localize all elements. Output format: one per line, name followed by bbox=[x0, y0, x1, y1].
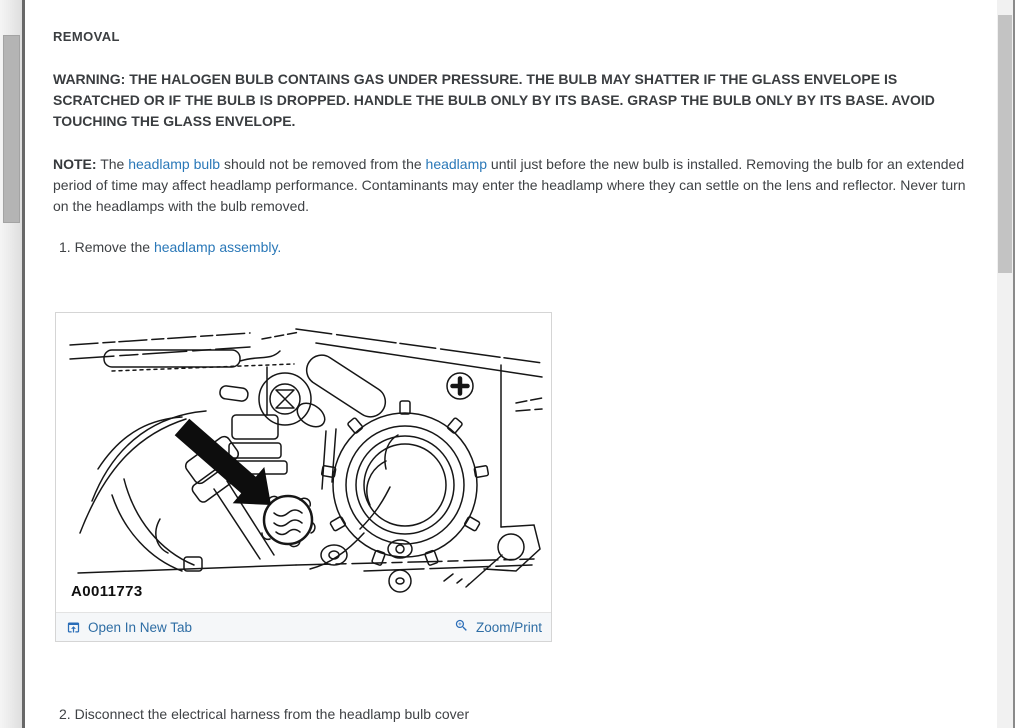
pointer-arrow bbox=[175, 419, 271, 505]
right-scrollbar-thumb[interactable] bbox=[998, 15, 1012, 273]
headlamp-assembly-link[interactable]: headlamp assembly. bbox=[153, 239, 282, 255]
open-in-new-tab-icon bbox=[66, 620, 81, 635]
note-paragraph bbox=[53, 154, 983, 217]
step-item-1 bbox=[53, 237, 964, 258]
zoom-print-button[interactable] bbox=[454, 620, 542, 635]
step-text: Disconnect the electrical harness from the headlamp bulb cover bbox=[70, 706, 470, 722]
open-in-new-tab-label: Open In New Tab bbox=[88, 619, 193, 635]
figure-panel bbox=[55, 312, 552, 642]
step-text: Remove the bbox=[70, 239, 154, 255]
figure-image bbox=[56, 313, 551, 612]
step-item-2 bbox=[53, 704, 964, 725]
note-text: The bbox=[96, 156, 129, 172]
warning-text: WARNING: THE HALOGEN BULB CONTAINS GAS UNDER PRESSURE. THE BULB MAY SHATTER IF THE GLASS ENVELOPE IS SCRATCHED OR IF THE BULB IS DROPPED. HANDLE THE BULB ONLY BY ITS BASE. GRASP THE BULB ONLY BY ITS BASE. AVOID TOUCHING THE GLASS ENVELOPE. bbox=[53, 71, 935, 129]
left-scrollbar-thumb[interactable] bbox=[3, 35, 20, 223]
note-text: should not be removed from the bbox=[220, 156, 426, 172]
open-in-new-tab-button[interactable] bbox=[66, 620, 192, 635]
document-viewer bbox=[25, 0, 988, 728]
figure-image-label: A0011773 bbox=[71, 583, 143, 600]
step-number: 1. bbox=[59, 239, 71, 255]
headlamp-link[interactable]: headlamp bbox=[425, 156, 488, 172]
note-text: until just before the new bulb is installed. Removing the bulb for an extended period of time may affect headlamp performance. Contaminants may enter the headlamp where they can settle on the lens and reflector. Never turn on the headlamps with the bulb removed. bbox=[53, 156, 966, 214]
note-label: NOTE: bbox=[53, 156, 97, 172]
figure-footer bbox=[56, 612, 551, 641]
zoom-in-icon bbox=[454, 618, 469, 633]
step-number: 2. bbox=[59, 706, 71, 722]
left-scrollbar-track[interactable] bbox=[0, 0, 22, 728]
headlamp-bulb-link[interactable]: headlamp bulb bbox=[128, 156, 221, 172]
headlamp-diagram bbox=[64, 319, 545, 595]
zoom-print-label: Zoom/Print bbox=[475, 619, 542, 635]
page-title: REMOVAL bbox=[53, 29, 120, 44]
